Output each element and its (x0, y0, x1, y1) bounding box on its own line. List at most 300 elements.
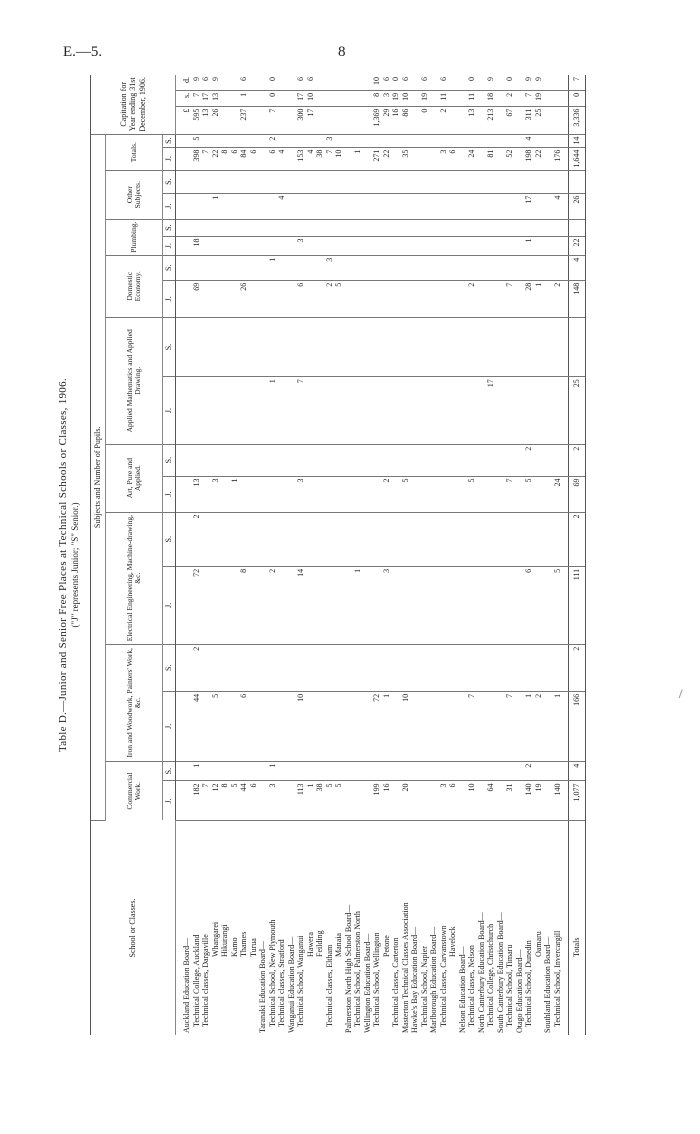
cell-value (391, 255, 401, 280)
cell-value (458, 761, 468, 781)
cell-value (391, 317, 401, 376)
cell-value: 10 (401, 691, 411, 761)
cell-value (258, 644, 268, 691)
school-name: Kamo (229, 937, 239, 957)
school-name: Otago Education Board— (514, 949, 524, 1033)
cell-value (410, 170, 420, 193)
cell-value (315, 170, 325, 193)
school-name: Technical School, Dunedin (524, 940, 533, 1027)
school-name: Technical classes, Eltham (324, 944, 334, 1027)
cell-value: 10 (334, 147, 344, 170)
junior-label: J. (163, 193, 176, 219)
cell-value (268, 691, 278, 761)
cell-value: 5 (230, 781, 240, 821)
cell-value: 17 (486, 377, 496, 444)
cell-value (429, 444, 439, 476)
cell-value (201, 170, 211, 193)
cell-value (334, 444, 344, 476)
cell-value: 1 (268, 255, 278, 280)
capitation-value: 9 (524, 75, 534, 90)
table-row (496, 75, 506, 1035)
cell-value (258, 377, 268, 444)
cell-value (201, 317, 211, 376)
cell-value (268, 170, 278, 193)
cell-value (439, 255, 449, 280)
cell-value (325, 170, 335, 193)
cell-value: 1 (268, 761, 278, 781)
subject-header: Art, Pure and Applied. (106, 444, 163, 512)
school-name: Technical classes, Carvanstown (438, 925, 448, 1027)
cell-value (287, 476, 297, 512)
cell-value (325, 444, 335, 476)
cell-value (410, 444, 420, 476)
table-row (486, 75, 496, 1035)
cell-value (524, 219, 534, 236)
senior-label: S. (163, 255, 176, 280)
cell-value (201, 134, 211, 147)
cell-value (306, 134, 316, 147)
cell-value (344, 317, 354, 376)
cell-value (420, 512, 430, 566)
cell-value (334, 170, 344, 193)
senior-label: S. (163, 444, 176, 476)
cell-value (420, 193, 430, 219)
cell-value: 5 (325, 781, 335, 821)
capitation-value: 10 (401, 90, 411, 106)
cell-value (363, 644, 373, 691)
school-name: South Canterbury Education Board— (495, 912, 505, 1033)
cell-value (458, 255, 468, 280)
cell-value: 10 (467, 781, 477, 821)
cell-value (543, 147, 553, 170)
cell-value: 44 (239, 781, 249, 821)
capitation-value (543, 90, 553, 106)
cell-value (543, 170, 553, 193)
cell-value: 17 (524, 193, 534, 219)
cell-value: 4 (569, 255, 586, 280)
cell-value (524, 644, 534, 691)
cell-value (477, 219, 487, 236)
cell-value (353, 781, 363, 821)
cell-value (344, 476, 354, 512)
cell-value (277, 476, 287, 512)
cell-value (287, 691, 297, 761)
cell-value: 140 (553, 781, 563, 821)
capitation-value (448, 90, 458, 106)
school-column-header: School or Classes. (91, 821, 176, 1036)
capitation-value (410, 75, 420, 90)
cell-value (410, 219, 420, 236)
cell-value: 2 (268, 134, 278, 147)
cell-value (420, 317, 430, 376)
cell-value (486, 170, 496, 193)
cell-value (287, 170, 297, 193)
page-header-left: E.—5. (63, 44, 103, 60)
cell-value (486, 317, 496, 376)
cell-value (410, 644, 420, 691)
cell-value (315, 280, 325, 317)
capitation-value (325, 90, 335, 106)
cell-value: 6 (448, 147, 458, 170)
cell-value (401, 193, 411, 219)
school-name: Thames (239, 931, 248, 957)
cell-value (401, 512, 411, 566)
cell-value: 5 (334, 280, 344, 317)
cell-value (429, 147, 439, 170)
cell-value: 1 (230, 476, 240, 512)
cell-value: 1 (553, 691, 563, 761)
cell-value (496, 512, 506, 566)
cell-value: 44 (192, 691, 202, 761)
cell-value (543, 377, 553, 444)
cell-value (372, 512, 382, 566)
cell-value: 26 (569, 193, 586, 219)
cell-value (486, 255, 496, 280)
cell-value (315, 255, 325, 280)
cell-value (534, 644, 544, 691)
capitation-value: 0 (467, 75, 477, 90)
cell-value (429, 566, 439, 644)
cell-value (439, 236, 449, 255)
school-name: Manaia (334, 933, 343, 957)
cell-value (277, 691, 287, 761)
cell-value (401, 644, 411, 691)
cell-value (496, 219, 506, 236)
cell-value: 4 (306, 147, 316, 170)
school-name: Nelson Education Board— (457, 946, 467, 1033)
cell-value (420, 170, 430, 193)
cell-value (553, 170, 563, 193)
table-row (334, 75, 344, 1035)
capitation-value: 26 (211, 106, 221, 134)
cell-value (382, 236, 392, 255)
cell-value: 3 (382, 566, 392, 644)
cell-value (220, 761, 230, 781)
cell-value (334, 193, 344, 219)
capitation-value: 19 (534, 90, 544, 106)
cell-value (230, 170, 240, 193)
cell-value: 8 (239, 566, 249, 644)
junior-label: J. (163, 566, 176, 644)
cell-value (277, 280, 287, 317)
capitation-value: 237 (239, 106, 249, 134)
table-row (220, 75, 230, 1035)
cell-value (344, 644, 354, 691)
capitation-value: 6 (382, 75, 392, 90)
capitation-value: 2 (439, 106, 449, 134)
cell-value (391, 444, 401, 476)
cell-value (353, 236, 363, 255)
cell-value (287, 219, 297, 236)
capitation-value (315, 90, 325, 106)
cell-value (182, 691, 192, 761)
table-row (505, 75, 515, 1035)
cell-value (486, 193, 496, 219)
cell-value (467, 644, 477, 691)
cell-value (382, 761, 392, 781)
capitation-value (249, 90, 259, 106)
cell-value (401, 170, 411, 193)
school-name: Palmerston North High School Board— (343, 904, 353, 1033)
cell-value (410, 236, 420, 255)
cell-value (258, 476, 268, 512)
group-header: Subjects and Number of Pupils. (91, 134, 106, 820)
capitation-value: 6 (439, 75, 449, 90)
cell-value (353, 512, 363, 566)
cell-value (458, 317, 468, 376)
cell-value (182, 170, 192, 193)
cell-value: 24 (553, 476, 563, 512)
cell-value (334, 134, 344, 147)
cell-value (201, 476, 211, 512)
cell-value (429, 691, 439, 761)
cell-value (363, 170, 373, 193)
cell-value (315, 134, 325, 147)
cell-value (306, 644, 316, 691)
cell-value (448, 134, 458, 147)
cell-value: 5 (401, 476, 411, 512)
cell-value (372, 317, 382, 376)
cell-value: 2 (192, 644, 202, 691)
capitation-value (363, 75, 373, 90)
capitation-value (553, 75, 563, 90)
cell-value (258, 512, 268, 566)
cell-value (515, 377, 525, 444)
cell-value (420, 147, 430, 170)
capitation-value (334, 75, 344, 90)
capitation-value (277, 90, 287, 106)
cell-value (429, 377, 439, 444)
table-row (258, 75, 268, 1035)
cell-value (458, 377, 468, 444)
cell-value (211, 280, 221, 317)
cell-value (543, 134, 553, 147)
cell-value (287, 236, 297, 255)
capitation-value (277, 75, 287, 90)
subject-header: Iron and Woodwork, Painters' Work, &c. (106, 644, 163, 761)
cell-value: 3 (296, 476, 306, 512)
cell-value (496, 134, 506, 147)
cell-value (277, 644, 287, 691)
cell-value (353, 476, 363, 512)
cell-value (268, 193, 278, 219)
cell-value (249, 170, 259, 193)
cell-value (192, 255, 202, 280)
cell-value (353, 317, 363, 376)
cell-value (569, 317, 586, 376)
table-row (239, 75, 249, 1035)
capitation-value (344, 106, 354, 134)
cell-value (486, 476, 496, 512)
cell-value (315, 566, 325, 644)
cell-value (258, 219, 268, 236)
cell-value (505, 644, 515, 691)
cell-value (258, 134, 268, 147)
table-row (477, 75, 487, 1035)
cell-value (505, 377, 515, 444)
cell-value (182, 280, 192, 317)
cell-value (325, 512, 335, 566)
capitation-value (230, 75, 240, 90)
capitation-value (429, 75, 439, 90)
cell-value (429, 255, 439, 280)
cell-value (268, 280, 278, 317)
cell-value (391, 170, 401, 193)
capitation-value (220, 75, 230, 90)
cell-value (192, 444, 202, 476)
cell-value (429, 476, 439, 512)
cell-value (344, 236, 354, 255)
cell-value (448, 761, 458, 781)
cell-value (287, 781, 297, 821)
cell-value: 2 (569, 644, 586, 691)
junior-label: J. (163, 377, 176, 444)
cell-value (201, 512, 211, 566)
cell-value (505, 512, 515, 566)
cell-value: 6 (249, 147, 259, 170)
cell-value (334, 761, 344, 781)
table-row (230, 75, 240, 1035)
cell-value (458, 193, 468, 219)
cell-value: 7 (505, 691, 515, 761)
cell-value (420, 280, 430, 317)
cell-value: 19 (534, 781, 544, 821)
cell-value (429, 317, 439, 376)
cell-value (515, 781, 525, 821)
cell-value (230, 236, 240, 255)
cell-value (363, 512, 373, 566)
capitation-value: 0 (268, 75, 278, 90)
cell-value: 6 (249, 781, 259, 821)
cell-value (515, 566, 525, 644)
cell-value (429, 280, 439, 317)
cell-value (467, 170, 477, 193)
school-name: Auckland Education Board— (182, 937, 191, 1033)
cell-value (220, 377, 230, 444)
cell-value (258, 280, 268, 317)
school-name: Technical School, New Plymouth (267, 919, 277, 1027)
table-row (401, 75, 411, 1035)
page-number: 8 (338, 44, 346, 60)
cell-value (315, 219, 325, 236)
cell-value (477, 147, 487, 170)
cell-value (363, 691, 373, 761)
cell-value (201, 444, 211, 476)
cell-value (496, 761, 506, 781)
cell-value (287, 644, 297, 691)
cell-value (486, 644, 496, 691)
cell-value (249, 761, 259, 781)
cell-value (344, 147, 354, 170)
table-row (325, 75, 335, 1035)
table-row (372, 75, 382, 1035)
cell-value (448, 512, 458, 566)
cell-value (182, 134, 192, 147)
cell-value (543, 444, 553, 476)
cell-value (410, 280, 420, 317)
cell-value (372, 761, 382, 781)
table-row (382, 75, 392, 1035)
cell-value (344, 444, 354, 476)
capitation-value: 7 (524, 90, 534, 106)
table-row (182, 75, 192, 1035)
school-name: Technical classes, Stratford (277, 939, 286, 1027)
cell-value: 2 (534, 691, 544, 761)
cell-value (448, 170, 458, 193)
cell-value (249, 566, 259, 644)
cell-value (439, 761, 449, 781)
cell-value (334, 236, 344, 255)
cell-value: 7 (505, 280, 515, 317)
cell-value (182, 193, 192, 219)
cell-value (505, 761, 515, 781)
junior-label: J. (163, 781, 176, 821)
cell-value (287, 255, 297, 280)
cell-value (486, 566, 496, 644)
cell-value: 5 (211, 691, 221, 761)
cell-value (211, 444, 221, 476)
cell-value (182, 317, 192, 376)
cell-value (201, 566, 211, 644)
cell-value (543, 644, 553, 691)
cell-value (325, 236, 335, 255)
cell-value (410, 255, 420, 280)
cell-value: 153 (296, 147, 306, 170)
cell-value (296, 317, 306, 376)
cell-value (201, 255, 211, 280)
cell-value (220, 134, 230, 147)
cell-value (543, 761, 553, 781)
cell-value (249, 644, 259, 691)
cell-value (315, 193, 325, 219)
school-name: North Canterbury Education Board— (476, 912, 486, 1033)
margin-mark (679, 689, 687, 699)
cell-value (192, 193, 202, 219)
capitation-value (230, 106, 240, 134)
capitation-value (429, 106, 439, 134)
cell-value (220, 193, 230, 219)
senior-label: S. (163, 134, 176, 147)
cell-value (344, 255, 354, 280)
cell-value (239, 317, 249, 376)
capitation-value (515, 75, 525, 90)
cell-value (543, 219, 553, 236)
cell-value (429, 219, 439, 236)
cell-value (496, 566, 506, 644)
cell-value: 4 (524, 134, 534, 147)
cell-value (353, 170, 363, 193)
capitation-value: d. (182, 75, 192, 90)
school-name: Whangarei (210, 921, 220, 957)
capitation-value (553, 106, 563, 134)
cell-value (211, 255, 221, 280)
table-row (515, 75, 525, 1035)
cell-value (515, 761, 525, 781)
cell-value (277, 134, 287, 147)
cell-value (315, 644, 325, 691)
cell-value (182, 761, 192, 781)
capitation-value: 6 (401, 75, 411, 90)
cell-value (353, 761, 363, 781)
cell-value (230, 691, 240, 761)
cell-value: 10 (296, 691, 306, 761)
capitation-value (515, 90, 525, 106)
cell-value (458, 219, 468, 236)
table-row (287, 75, 297, 1035)
cell-value (334, 219, 344, 236)
capitation-value (249, 75, 259, 90)
cell-value: 166 (569, 691, 586, 761)
